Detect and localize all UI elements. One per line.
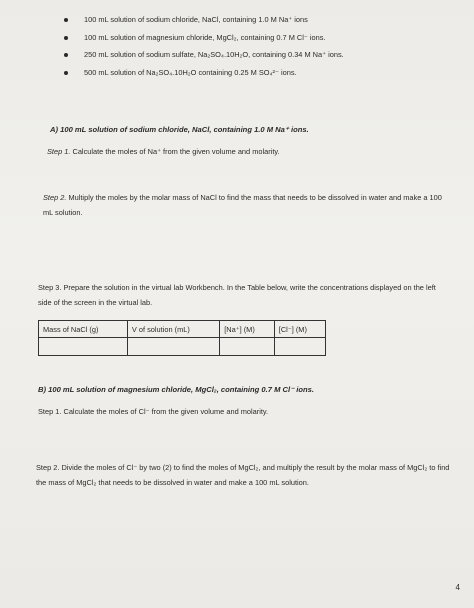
table-row: [39, 338, 326, 356]
bullet-icon: [64, 18, 68, 22]
part-b-step-2: Step 2. Divide the moles of Cl⁻ by two (2) to find the moles of MgCl₂, and multiply the result by the molar mass of MgCl₂ to find the mass of MgCl₂ that needs to be dissolved in water and make a 100 mL solution.: [36, 463, 450, 487]
na-concentration-cell[interactable]: [220, 338, 275, 356]
concentration-table: [38, 320, 326, 356]
list-item: 500 mL solution of Na₂SO₄.10H₂O containing 0.25 M SO₄²⁻ ions.: [62, 67, 344, 85]
part-a-step-3: Step 3. Prepare the solution in the virtual lab Workbench. In the Table below, write the concentrations displayed on the left side of the screen in the virtual lab.: [38, 283, 436, 307]
table-header-cell: [Cl⁻] (M): [274, 321, 325, 338]
step-label: Step 1.: [38, 407, 62, 416]
bullet-icon: [64, 53, 68, 57]
solution-list: [62, 14, 344, 84]
page-number: 4: [455, 583, 460, 592]
step-label: Step 1.: [47, 147, 71, 156]
table-header-row: [39, 321, 326, 338]
bullet-icon: [64, 71, 68, 75]
step-label: Step 3.: [38, 283, 62, 292]
table-header-cell: V of solution (mL): [127, 321, 219, 338]
step-label: Step 2.: [43, 193, 67, 202]
part-a-heading: A) 100 mL solution of sodium chloride, NaCl, containing 1.0 M Na⁺ ions.: [50, 125, 309, 134]
part-b-step-1: Step 1. Calculate the moles of Cl⁻ from the given volume and molarity.: [38, 407, 269, 416]
list-item: 250 mL solution of sodium sulfate, Na₂SO₄.10H₂O, containing 0.34 M Na⁺ ions.: [62, 49, 344, 67]
mass-nacl-cell[interactable]: [39, 338, 128, 356]
cl-concentration-cell[interactable]: [274, 338, 325, 356]
volume-cell[interactable]: [127, 338, 219, 356]
list-item: 100 mL solution of magnesium chloride, MgCl₂, containing 0.7 M Cl⁻ ions.: [62, 32, 344, 50]
part-b-heading: B) 100 mL solution of magnesium chloride, MgCl₂, containing 0.7 M Cl⁻ ions.: [38, 385, 314, 394]
part-a-step-1: Step 1. Calculate the moles of Na⁺ from the given volume and molarity.: [47, 147, 280, 156]
step-label: Step 2.: [36, 463, 60, 472]
bullet-icon: [64, 36, 68, 40]
table-header-cell: Mass of NaCl (g): [39, 321, 128, 338]
table-header-cell: [Na⁺] (M): [220, 321, 275, 338]
list-item: 100 mL solution of sodium chloride, NaCl, containing 1.0 M Na⁺ ions: [62, 14, 344, 32]
part-a-step-2: Step 2. Multiply the moles by the molar mass of NaCl to find the mass that needs to be dissolved in water and make a 100 mL solution.: [43, 193, 442, 217]
